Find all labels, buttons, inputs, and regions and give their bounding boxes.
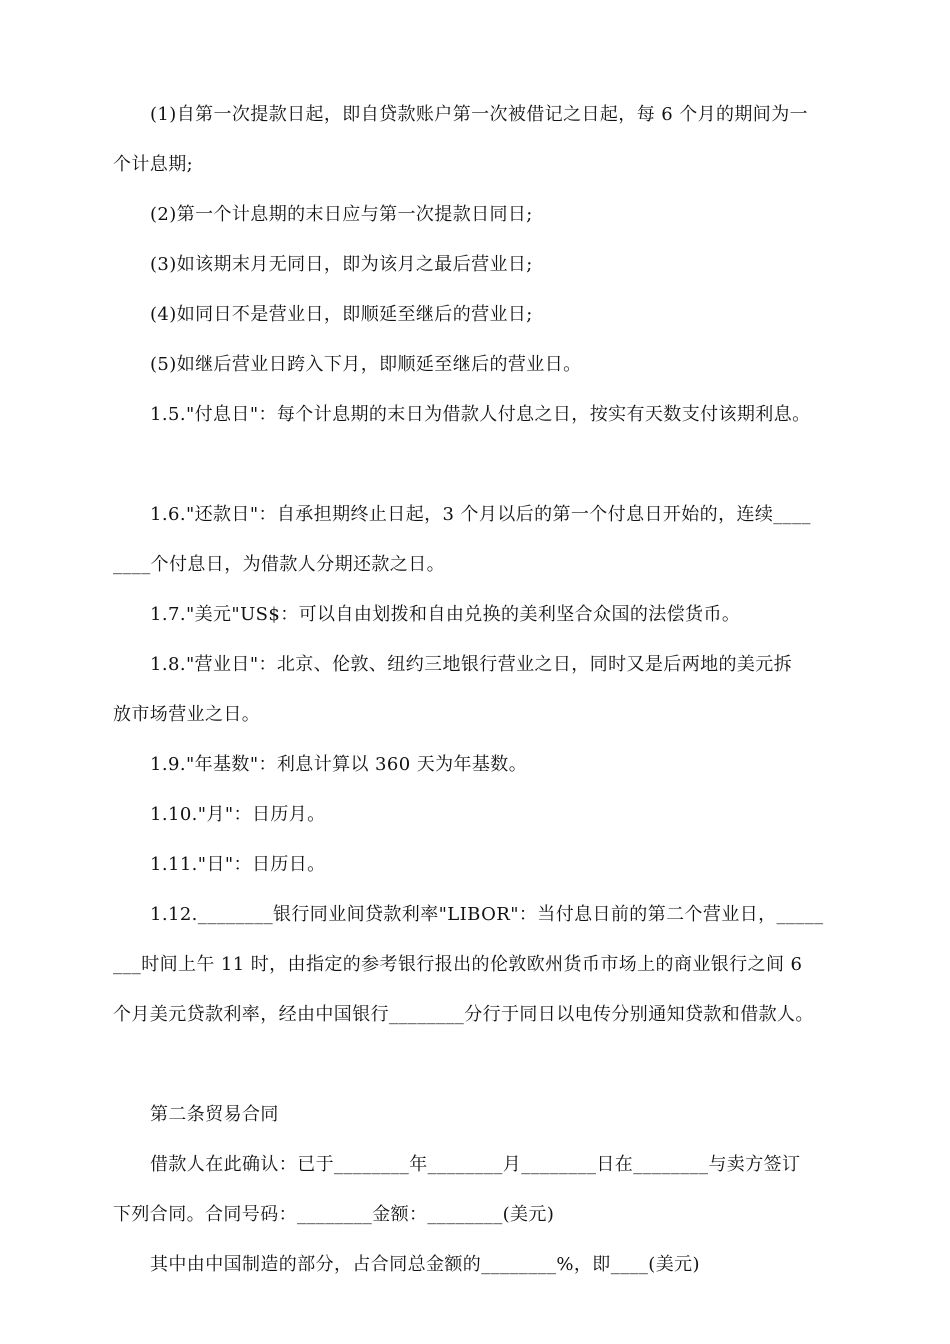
text-line: 1.11."日"：日历日。 — [150, 854, 326, 875]
text-line: 1.8."营业日"：北京、伦敦、纽约三地银行营业之日，同时又是后两地的美元拆 — [150, 654, 793, 675]
text-line: (2)第一个计息期的末日应与第一次提款日同日; — [150, 204, 533, 225]
text-line: 1.9."年基数"：利息计算以 360 天为年基数。 — [150, 754, 528, 775]
text-line: 1.12.________银行同业间贷款利率"LIBOR"：当付息日前的第二个营业日，_____ — [150, 904, 824, 925]
text-line: ____个付息日，为借款人分期还款之日。 — [113, 554, 445, 575]
text-line: 借款人在此确认：已于________年________月________日在________与卖方签订 — [150, 1154, 801, 1175]
text-line: 1.6."还款日"：自承担期终止日起，3 个月以后的第一个付息日开始的，连续____ — [150, 504, 811, 525]
text-line: (4)如同日不是营业日，即顺延至继后的营业日; — [150, 304, 533, 325]
text-line: 1.10."月"：日历月。 — [150, 804, 326, 825]
text-line: 1.7."美元"US$：可以自由划拨和自由兑换的美利坚合众国的法偿货币。 — [150, 604, 741, 625]
text-line: 1.5."付息日"：每个计息期的末日为借款人付息之日，按实有天数支付该期利息。 — [150, 404, 811, 425]
text-line: 下列合同。合同号码：________金额：________(美元) — [113, 1204, 555, 1225]
text-line: 个月美元贷款利率，经由中国银行________分行于同日以电传分别通知贷款和借款人。 — [113, 1004, 814, 1025]
text-line: ___时间上午 11 时，由指定的参考银行报出的伦敦欧州货币市场上的商业银行之间 6 — [113, 954, 803, 975]
text-line: 放市场营业之日。 — [113, 704, 261, 725]
text-line: (3)如该期末月无同日，即为该月之最后营业日; — [150, 254, 533, 275]
text-line: (1)自第一次提款日起，即自贷款账户第一次被借记之日起，每 6 个月的期间为一 — [150, 104, 808, 125]
text-line: 其中由中国制造的部分，占合同总金额的________%，即____(美元) — [150, 1254, 700, 1275]
text-line: 个计息期; — [113, 154, 194, 175]
section-heading: 第二条贸易合同 — [150, 1104, 279, 1125]
text-line: (5)如继后营业日跨入下月，即顺延至继后的营业日。 — [150, 354, 582, 375]
